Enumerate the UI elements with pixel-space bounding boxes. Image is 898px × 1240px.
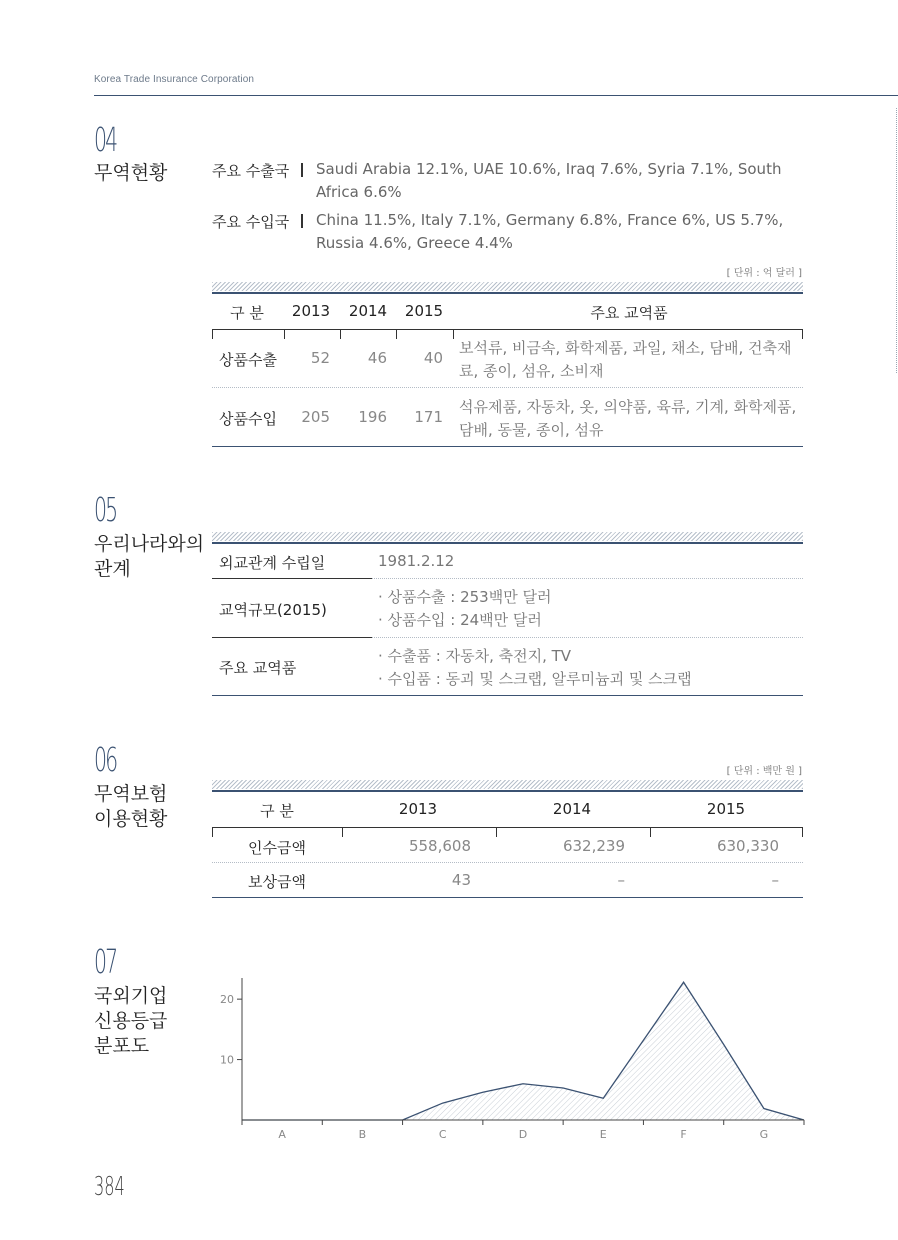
main-export-countries-label: 주요 수출국 <box>212 162 290 180</box>
col-tick <box>212 329 213 339</box>
underwriting-2013: 558,608 <box>408 837 471 855</box>
imports-2013: 205 <box>301 408 330 426</box>
row-label-exports: 상품수출 <box>219 351 277 369</box>
section-04-number: 04 <box>94 120 117 159</box>
y-tick-label: 20 <box>220 993 234 1007</box>
x-tick-label: D <box>518 1128 528 1141</box>
label-divider <box>301 163 303 177</box>
row-label-diplomatic-date: 외교관계 수립일 <box>219 554 326 572</box>
section-06-title-line2: 이용현황 <box>94 808 168 830</box>
exports-2013: 52 <box>310 349 330 367</box>
col-header-category: 구 분 <box>230 304 264 322</box>
imports-main-goods: 석유제품, 자동차, 옷, 의약품, 육류, 기계, 화학제품, 담배, 동물, 종이, 섬유 <box>459 398 797 439</box>
section-07-title-line2: 신용등급 <box>94 1010 168 1032</box>
x-tick-label: G <box>759 1128 769 1141</box>
credit-rating-distribution-chart <box>200 970 810 1150</box>
row-divider <box>372 637 803 638</box>
col-header-2015: 2015 <box>404 302 444 320</box>
col-tick <box>340 329 341 339</box>
claims-2013: 43 <box>451 871 471 889</box>
exports-2015: 40 <box>423 349 443 367</box>
imports-2014: 196 <box>358 408 387 426</box>
x-tick-label: C <box>438 1128 447 1141</box>
main-export-countries-value: Saudi Arabia 12.1%, UAE 10.6%, Iraq 7.6%, Syria 7.1%, South Africa 6.6% <box>316 160 782 201</box>
col-tick <box>284 329 285 339</box>
col-tick <box>453 329 454 339</box>
col-header-main-goods: 주요 교역품 <box>590 304 668 322</box>
trade-volume-exports: · 상품수출 : 253백만 달러 <box>378 588 552 606</box>
x-tick-label: A <box>278 1128 286 1141</box>
main-import-countries-value: China 11.5%, Italy 7.1%, Germany 6.8%, France 6%, US 5.7%, Russia 4.6%, Greece 4.4% <box>316 211 784 252</box>
section-06-number: 06 <box>94 740 117 779</box>
label-divider <box>301 214 303 228</box>
area-fill <box>242 982 804 1120</box>
col-header-2014: 2014 <box>552 800 592 818</box>
section-04-title: 무역현황 <box>94 162 168 184</box>
exports-2014: 46 <box>367 349 387 367</box>
row-label-trade-volume: 교역규모(2015) <box>219 601 327 619</box>
x-tick-label: B <box>358 1128 367 1141</box>
table-bottom-rule <box>212 897 803 898</box>
x-tick-label: F <box>680 1128 687 1141</box>
row-label-main-goods: 주요 교역품 <box>219 659 297 677</box>
main-import-countries-label: 주요 수입국 <box>212 213 290 231</box>
col-header-2013: 2013 <box>398 800 438 818</box>
row-label-claims: 보상금액 <box>248 873 306 891</box>
col-tick <box>802 827 803 837</box>
trade-unit-note: [ 단위 : 억 달러 ] <box>726 268 802 279</box>
col-header-2013: 2013 <box>291 302 331 320</box>
side-dotted-rule <box>896 108 897 373</box>
section-07-title-line1: 국외기업 <box>94 985 168 1007</box>
section-05-title-line1: 우리나라와의 <box>94 533 205 555</box>
table-top-rule <box>212 790 803 792</box>
section-05-title-line2: 관계 <box>94 558 131 580</box>
header-bottom-rule <box>212 827 803 828</box>
main-goods-exports: · 수출품 : 자동차, 축전지, TV <box>378 647 572 665</box>
row-divider <box>212 387 803 388</box>
claims-2014: – <box>617 871 625 889</box>
table-top-rule <box>212 292 803 294</box>
diplomatic-date-value: 1981.2.12 <box>378 552 455 570</box>
claims-2015: – <box>771 871 779 889</box>
table-bottom-rule <box>212 695 803 696</box>
main-goods-imports: · 수입품 : 동괴 및 스크랩, 알루미늄괴 및 스크랩 <box>378 670 692 688</box>
col-tick <box>342 827 343 837</box>
col-header-2014: 2014 <box>348 302 388 320</box>
row-label-underwriting: 인수금액 <box>248 839 306 857</box>
label-rule <box>212 637 372 638</box>
header-bottom-rule <box>212 329 803 330</box>
col-header-category: 구 분 <box>260 802 294 820</box>
section-07-number: 07 <box>94 942 117 981</box>
page-number: 384 <box>94 1172 125 1202</box>
underwriting-2015: 630,330 <box>716 837 779 855</box>
row-divider <box>372 578 803 579</box>
col-tick <box>212 827 213 837</box>
row-label-imports: 상품수입 <box>219 410 277 428</box>
table-top-rule <box>212 542 803 544</box>
col-tick <box>396 329 397 339</box>
x-tick-label: E <box>599 1128 607 1141</box>
y-tick-label: 10 <box>220 1053 234 1067</box>
imports-2015: 171 <box>414 408 443 426</box>
insurance-unit-note: [ 단위 : 백만 원 ] <box>726 766 802 777</box>
table-hatch-band <box>212 780 803 789</box>
col-header-2015: 2015 <box>706 800 746 818</box>
section-07-title-line3: 분포도 <box>94 1035 150 1057</box>
table-bottom-rule <box>212 446 803 447</box>
section-05-number: 05 <box>94 490 117 529</box>
label-rule <box>212 578 372 579</box>
row-divider <box>212 862 803 863</box>
table-hatch-band <box>212 532 803 541</box>
header-rule <box>94 95 898 96</box>
underwriting-2014: 632,239 <box>562 837 625 855</box>
col-tick <box>650 827 651 837</box>
section-06-title-line1: 무역보험 <box>94 783 168 805</box>
header-title: Korea Trade Insurance Corporation <box>94 74 255 85</box>
trade-volume-imports: · 상품수입 : 24백만 달러 <box>378 611 542 629</box>
exports-main-goods: 보석류, 비금속, 화학제품, 과일, 채소, 담배, 건축재료, 종이, 섬유, 소비재 <box>459 339 792 380</box>
table-hatch-band <box>212 282 803 291</box>
col-tick <box>496 827 497 837</box>
